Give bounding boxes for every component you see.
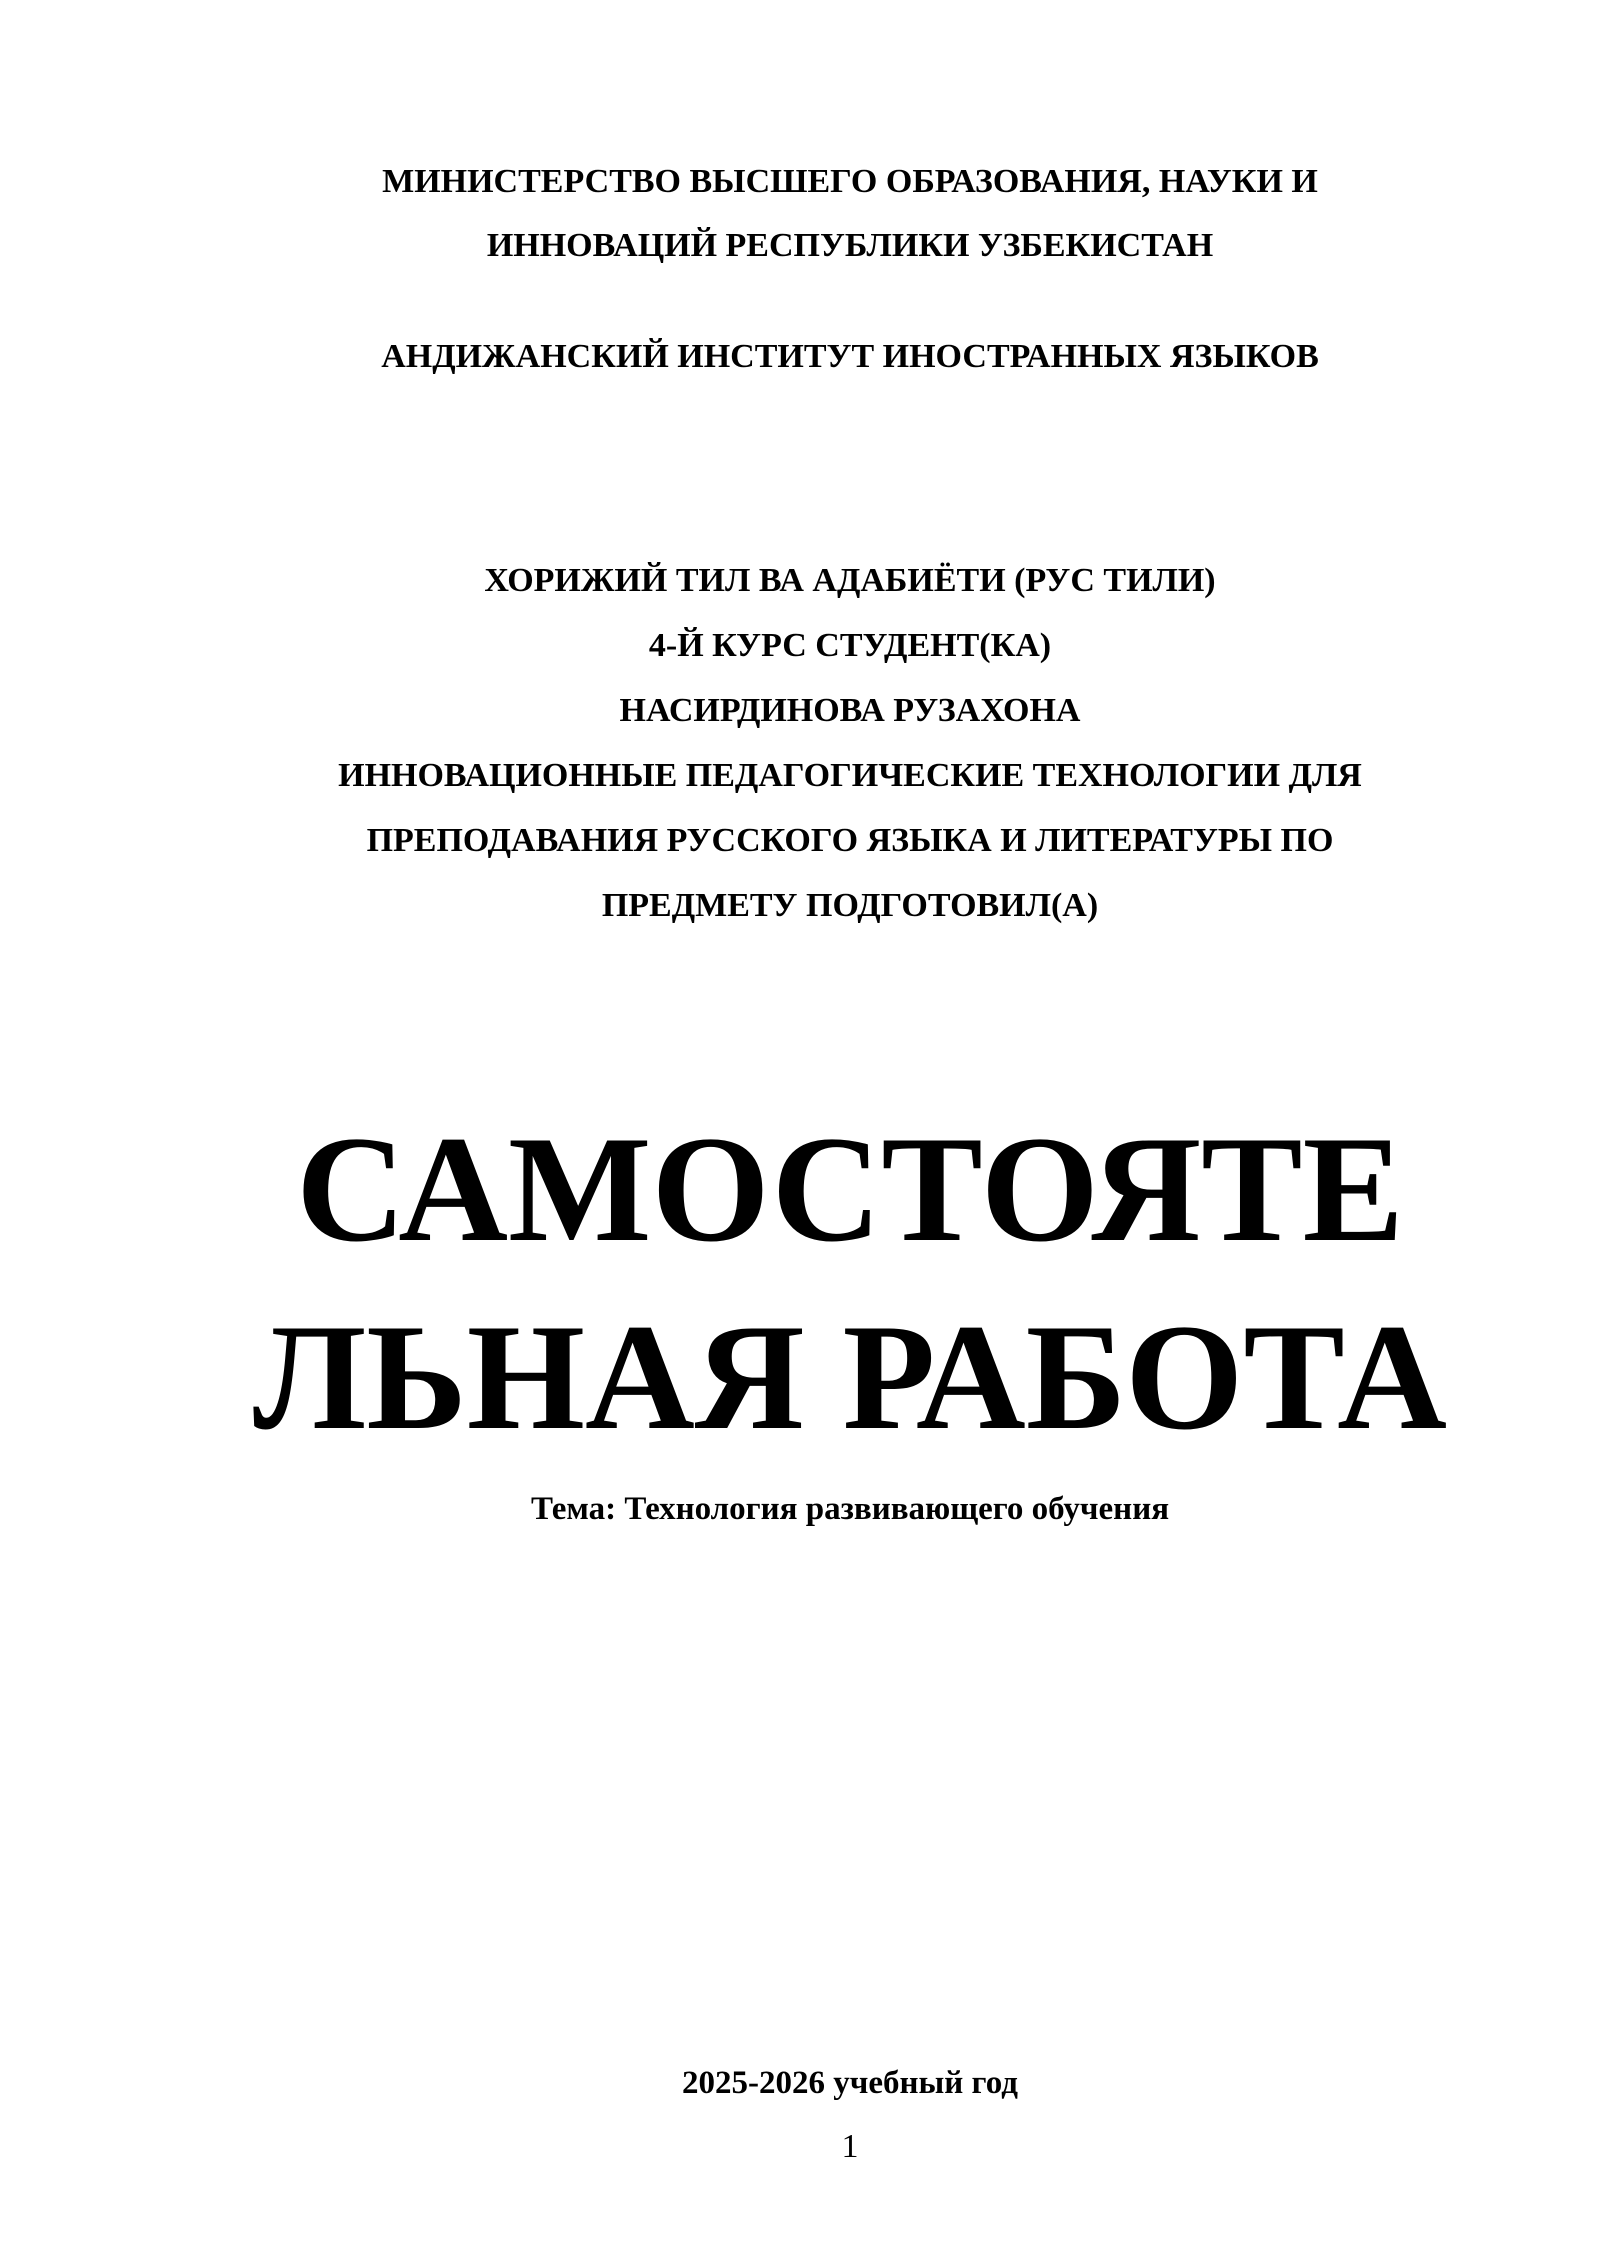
academic-year: 2025-2026 учебный год (682, 2065, 1018, 2101)
institute-name: АНДИЖАНСКИЙ ИНСТИТУТ ИНОСТРАННЫХ ЯЗЫКОВ (381, 338, 1319, 375)
topic-line: Тема: Технология развивающего обучения (530, 1491, 1170, 1527)
ministry-line-2: ИННОВАЦИЙ РЕСПУБЛИКИ УЗБЕКИСТАН (486, 227, 1214, 264)
faculty-line: ХОРИЖИЙ ТИЛ ВА АДАБИЁТИ (РУС ТИЛИ) (484, 562, 1216, 599)
subject-line-2: ПРЕПОДАВАНИЯ РУССКОГО ЯЗЫКА И ЛИТЕРАТУРЫ ПО (366, 822, 1334, 859)
title-line-1: САМОСТОЯТЕ (296, 1105, 1404, 1273)
course-line: 4-Й КУРС СТУДЕНТ(КА) (648, 627, 1052, 664)
ministry-heading (0, 150, 1600, 278)
document-title (0, 1095, 1600, 1471)
student-name: НАСИРДИНОВА РУЗАХОНА (619, 692, 1081, 729)
student-info (0, 548, 1600, 938)
ministry-line-1: МИНИСТЕРСТВО ВЫСШЕГО ОБРАЗОВАНИЯ, НАУКИ И (382, 163, 1318, 200)
title-line-2: ЛЬНАЯ РАБОТА (253, 1293, 1447, 1461)
subject-line-1: ИННОВАЦИОННЫЕ ПЕДАГОГИЧЕСКИЕ ТЕХНОЛОГИИ ДЛЯ (338, 757, 1362, 794)
subject-line-3: ПРЕДМЕТУ ПОДГОТОВИЛ(А) (601, 887, 1099, 924)
page-number: 1 (841, 2128, 859, 2165)
